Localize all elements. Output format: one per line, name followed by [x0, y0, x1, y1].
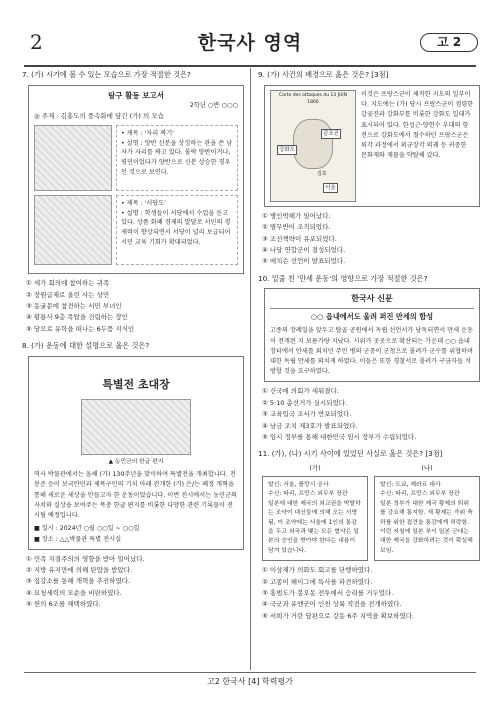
report-item-2 — [34, 195, 238, 265]
left-column — [22, 70, 244, 617]
report-item-2-desc: • 제목 : '서당도' • 설명 : 학생들이 서당에서 수업을 듣고 있다. 상품 화폐 경제의 발달로 서민의 경제력이 향상되면서 서당이 널리 보급되어 서민 교육 기회가 확대되었다. — [116, 195, 238, 265]
q8-invitation-box — [28, 356, 244, 550]
q7-option-4[interactable]: ④ 황룡사 9층 목탑을 건립하는 장인 — [26, 313, 128, 322]
island-shape — [293, 119, 333, 169]
q7-report-box — [28, 85, 244, 274]
q11-text-b: 발신: 도쿄, 제라르 대사 수신: 파리, 프랑스 외무부 장관 일본 정부가 대한 제국 황제의 퇴위를 강요해 통지함. 새 황제는 즉위 축하를 위한 접견을 통감에게 허락함. 이런 지침에 일본 부이 일본 군대는 대한 제국을 강화하려는 것이 확실해 보임. — [374, 476, 480, 562]
map-label-gapgot: 감포진 — [321, 129, 341, 139]
q10-option-4[interactable]: ④ 남금 조치 제3호가 발표되었다. — [262, 421, 358, 430]
q8-options — [26, 554, 244, 611]
letter-image — [81, 399, 191, 455]
exhibit-dates: ■ 일시 : 2024년 ○월 ○○일 ~ ○○일 ■ 장소 : △△박물관 특별 전시실 — [34, 525, 140, 543]
q8-prompt: 8. (가) 운동에 대한 설명으로 옳은 것은? — [22, 341, 150, 351]
map-label-seoul: 서울 — [323, 183, 338, 193]
q10-option-3[interactable]: ③ 교육입국 조서가 반포되었다. — [262, 410, 352, 419]
q11-doc-b — [374, 464, 480, 561]
q11-option-2[interactable]: ② 고종이 헤이그에 특사를 파견하였다. — [262, 577, 373, 586]
exhibit-body: 역사 박물관에서는 올해 (가) 130주년을 맞이하여 특별전을 개최합니다. 전봉준 등이 보국안민과 제폭구민의 기치 아래 전개한 (가) 은/는 폐정 개혁을 통해 새로운 세상을 만들고자 한 운동이었습니다. 이번 전시에서는 농민군의 자치와 실상을 보여주는 폭중 한글 편지를 비롯한 다양한 관련 기록물이 전시될 예정입니다. — [34, 471, 237, 520]
q11-option-4[interactable]: ④ 국군과 유엔군이 인천 상륙 작전을 전개하였다. — [262, 600, 402, 609]
q8-option-1[interactable]: ① 민족 자결주의의 영향을 받아 일어났다. — [26, 554, 145, 563]
grade-badge: 고 2 — [420, 33, 478, 52]
footer-divider — [24, 672, 476, 673]
q11-doc-a — [262, 464, 368, 561]
q11-text-a: 발신: 서울, 플랑시 공사 수신: 파리, 프랑스 외무부 장관 일본에 대한 제국의 외교권을 박탈하는 조약이 대신들에 의해 오는 서명됨, 이 조약에는 서울에 1인의 통감을 두고 외국과 맺는 모든 협약은 일본의 승인을 받아야 한다는 내용이 담겨 있습니다. — [262, 476, 368, 562]
newspaper-headline: ○○ 읍내에서도 울려 퍼진 만세의 함성 — [270, 308, 474, 323]
q11-label-b: (나) — [421, 464, 433, 473]
q9-option-4[interactable]: ④ 나당 연합군이 결성되었다. — [262, 245, 346, 254]
report-meta: 2학년 ○반 ○○○ — [189, 102, 238, 110]
newspaper-name: 한국사 신문 — [351, 294, 393, 304]
q11-option-1[interactable]: ① 이상재가 의화도 회고를 단행하였다. — [262, 566, 373, 575]
q7-prompt: 7. (가) 시기에 볼 수 있는 모습으로 가장 적절한 것은? — [22, 70, 191, 79]
map-label-ganghwa: 강화도 — [277, 145, 297, 155]
header-divider — [24, 65, 476, 67]
report-topic: ◎ 주제 : 김홍도의 풍속화에 담긴 (가) 의 모습 — [34, 112, 164, 121]
q11-documents — [262, 464, 480, 561]
painting-image-1 — [34, 125, 112, 191]
column-divider — [250, 68, 251, 670]
q11-label-a: (가) — [309, 464, 321, 473]
q9-option-1[interactable]: ① 병인박해가 일어났다. — [262, 211, 331, 220]
q8-option-4[interactable]: ④ 묘청세력의 모순을 비판하였다. — [26, 588, 122, 597]
q7-option-2[interactable]: ② 장원급제로 올린 사는 상민 — [26, 290, 110, 299]
page-header — [0, 0, 500, 60]
report-item-1 — [34, 125, 238, 191]
q9-option-3[interactable]: ③ 조선책략이 유포되었다. — [262, 234, 337, 243]
right-column — [258, 70, 480, 628]
q7-option-1[interactable]: ① 세가 회의에 참여하는 귀족 — [26, 279, 110, 288]
report-title: 탐구 활동 보고서 — [108, 90, 164, 100]
q9-prompt: 9. (가) 사건의 배경으로 옳은 것은? [3점] — [258, 70, 389, 79]
page-number: 2 — [30, 30, 43, 54]
q7-option-5[interactable]: ⑤ 당으로 유학을 떠나는 6두품 지식인 — [26, 324, 135, 333]
q8-option-3[interactable]: ③ 집강소를 통해 개혁을 추진하였다. — [26, 577, 131, 586]
q8-option-5[interactable]: ⑤ 헌의 6조를 채택하였다. — [26, 600, 101, 609]
q10-prompt: 10. 밑줄 친 '만세 운동'의 영향으로 가장 적절한 것은? — [258, 273, 428, 283]
page-footer: 고2 한국사 [4] 학력평가 — [207, 677, 293, 686]
q10-options — [262, 386, 480, 443]
q8-option-2[interactable]: ② 지방 유지만에 의해 탄압을 받았다. — [26, 566, 133, 575]
q10-newspaper — [264, 288, 480, 382]
q7-option-3[interactable]: ③ 동굴문에 참전하는 서민 부녀인 — [26, 301, 122, 310]
french-map — [270, 90, 356, 202]
report-item-1-desc: • 제목 : '자리 짜기' • 설명 : 양반 신분을 상징하는 관을 쓴 남자가 자리를 짜고 있다. 몰락 양반이거나, 평민이었다가 양반으로 신분 상승한 경우인 것으로 보인다. — [116, 125, 238, 191]
painting-image-2 — [34, 195, 112, 265]
q10-option-1[interactable]: ① 신국에 의회가 세워졌다. — [262, 387, 339, 396]
q11-options — [262, 565, 480, 622]
map-title: Carte des attaques du 13 JUIN 1866 — [278, 92, 348, 105]
q11-prompt: 11. (가), (나) 시기 사이에 있었던 사실로 옳은 것은? [3점] — [258, 449, 443, 459]
q9-body: 이것은 프랑스군이 제작한 지도의 일부이다. 지도에는 (가) 당시 프랑스군이 점령한 갑곶진과 강화부를 비롯한 강화도 일대가 표시되어 있다. 한성근·양헌수 부대의 항전으로 강화도에서 철수하던 프랑스군은 퇴각 과정에서 외규장각 의궤 등 귀중한 문화재와 재물을 약탈해 갔다. — [361, 90, 474, 160]
q11-option-5[interactable]: ⑤ 서희가 거란 담판으로 강동 6주 지역을 확보하였다. — [262, 611, 415, 620]
q9-box — [264, 85, 480, 207]
q11-option-3[interactable]: ③ 홍범도가 봉오동 전투에서 승리를 거두었다. — [262, 589, 394, 598]
page-title: 한국사 영역 — [197, 32, 303, 54]
q9-option-5[interactable]: ⑤ 애치슨 선언이 발표되었다. — [262, 257, 346, 266]
exhibit-title: 특별전 초대장 — [102, 377, 170, 391]
q9-options — [262, 211, 480, 268]
letter-caption: ▲ 농민군의 한글 편지 — [108, 459, 164, 466]
q7-options — [26, 278, 244, 335]
q10-option-2[interactable]: ② 5·10 총선거가 실시되었다. — [262, 398, 348, 407]
newspaper-body: 고종의 장례일을 앞두고 탑골 공원에서 독립 선언서가 낭독되면서 만세 운동이 전개된 지 보름가량 지났다. 시위가 곳곳으로 확산되는 가운데 ○○ 읍내 장터에서 만세를 외치던 주민 병의 군중이 군청으로 몰려가 군수를 위협하며 대한 독립 만세를 외치게 하였다. 이들은 또한 경찰서로 몰려가 구금자들 석방할 것을 요구하였다. — [270, 327, 473, 376]
map-label-gimpo: 김포 — [317, 170, 327, 177]
q10-option-5[interactable]: ⑤ 임시 정부를 통해 대한민국 임시 정부가 수립되었다. — [262, 432, 417, 441]
q9-option-2[interactable]: ② 별무반이 조직되었다. — [262, 223, 331, 232]
